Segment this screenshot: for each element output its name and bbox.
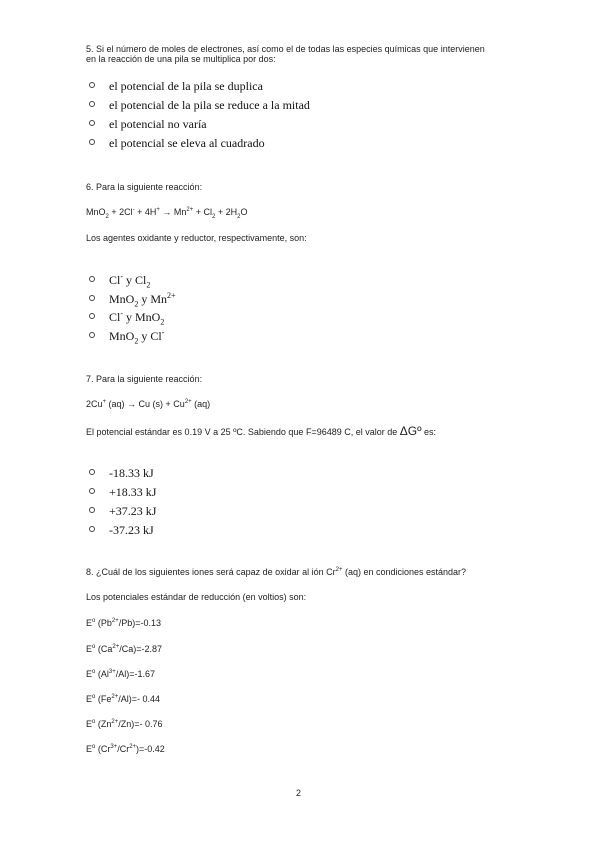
- q7-prompt: El potencial estándar es 0.19 V a 25 ºC. Sabiendo que F=96489 C, el valor de ΔGº es:: [86, 424, 436, 438]
- q8-prompt: Los potenciales estándar de reducción (en voltios) son:: [86, 592, 307, 602]
- q8-potential-pb: $E^o$ $(Pb^{2+}/Pb)=-0.13$: [86, 618, 161, 628]
- q6-prompt: Los agentes oxidante y reductor, respectivamente, son:: [86, 233, 307, 243]
- q6-option-3-label: Cl- y MnO$_2$: [109, 309, 165, 327]
- q7-option-3-label: +37.23 kJ: [109, 504, 157, 518]
- q6-option-4-radio[interactable]: [89, 332, 95, 338]
- q8-potential-cr: $E^o$ $(Cr^{3+}/Cr^{2+})=-0.42$: [86, 744, 165, 754]
- q8-potential-zn: $E^o$ $(Zn^{2+}/Zn)=-$ 0.76: [86, 719, 163, 729]
- q7-option-3-radio[interactable]: [89, 507, 95, 513]
- q8-potential-fe: $E^o$ $(Fe^{2+}/Al)=-$ 0.44: [86, 694, 160, 704]
- q6-option-2-radio[interactable]: [89, 295, 95, 301]
- q6-reaction: $MnO_2 + 2Cl^- + 4H^+ \to Mn^{2+} + Cl_2 + 2H_2O$: [86, 207, 248, 220]
- q7-title: 7. Para la siguiente reacción:: [86, 374, 203, 384]
- q6-title: 6. Para la siguiente reacción:: [86, 182, 203, 192]
- q6-option-1-label: Cl- y $Cl_2$: [109, 272, 151, 290]
- q5-option-4-radio[interactable]: [89, 139, 95, 145]
- q8-potential-al: $E^o$ $(Al^{3+}/Al)=-1.67$: [86, 669, 155, 679]
- q5-option-1-radio[interactable]: [89, 82, 95, 88]
- q7-option-1-label: -18.33 kJ: [109, 466, 154, 480]
- q5-option-3-label: el potencial no varía: [109, 117, 207, 131]
- q5-option-2-radio[interactable]: [89, 101, 95, 107]
- q5-option-3-radio[interactable]: [89, 120, 95, 126]
- page-number: 2: [296, 788, 302, 798]
- q5-option-1-label: el potencial de la pila se duplica: [109, 79, 263, 93]
- q7-option-4-radio[interactable]: [89, 526, 95, 532]
- q6-option-2-label: MnO$_2$ y $Mn^{2+}$: [109, 291, 176, 309]
- q7-option-2-radio[interactable]: [89, 488, 95, 494]
- q5-option-2-label: el potencial de la pila se reduce a la mitad: [109, 98, 310, 112]
- q6-option-4-label: MnO$_2$ y Cl-: [109, 328, 165, 346]
- q5-text-line1: 5. Si el número de moles de electrones, así como el de todas las especies químicas que intervienen: [86, 44, 485, 54]
- q7-option-4-label: -37.23 kJ: [109, 523, 154, 537]
- q7-reaction: 2Cu+ (aq) → Cu $(s) + Cu^{2+}$ (aq): [86, 399, 211, 409]
- q7-option-1-radio[interactable]: [89, 469, 95, 475]
- q5-option-4-label: el potencial se eleva al cuadrado: [109, 136, 265, 150]
- q8-title: 8. ¿Cuál de los siguientes iones será capaz de oxidar al ión $Cr^{2+}$ (aq) en condiciones estándar?: [86, 567, 467, 577]
- q6-option-1-radio[interactable]: [89, 276, 95, 282]
- q5-text-line2: en la reacción de una pila se multiplica por dos:: [86, 54, 276, 64]
- q6-option-3-radio[interactable]: [89, 313, 95, 319]
- q7-option-2-label: +18.33 kJ: [109, 485, 157, 499]
- q8-potential-ca: $E^o$ $(Ca^{2+}/Ca)=-2.87$: [86, 644, 162, 654]
